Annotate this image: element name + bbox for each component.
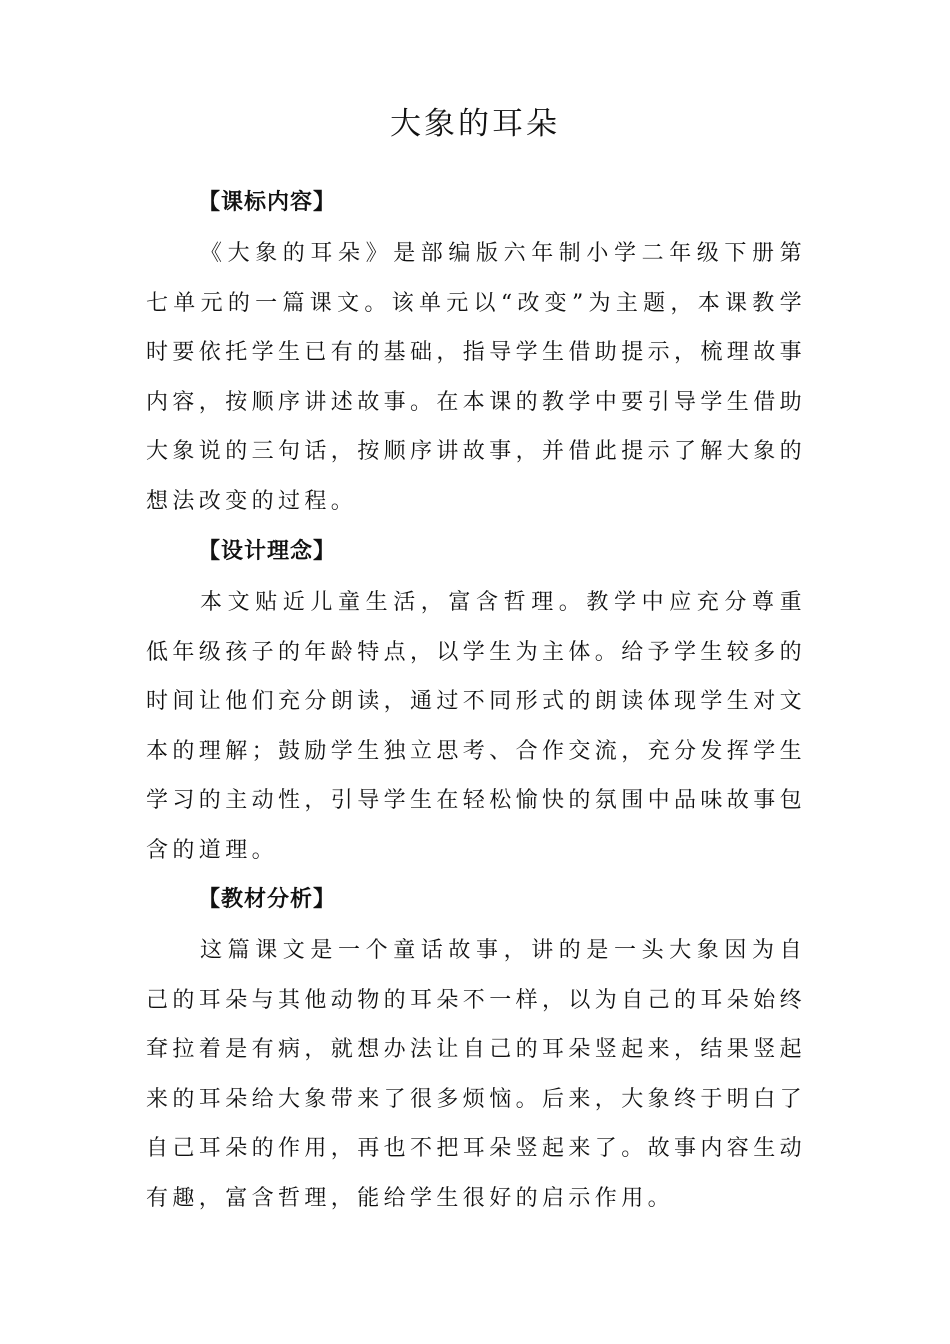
section-heading: 【课标内容】 — [198, 190, 337, 215]
section-paragraph: 这篇课文是一个童话故事，讲的是一头大象因为自己的耳朵与其他动物的耳朵不一样，以为自己的耳朵始终耷拉着是有病，就想办法让自己的耳朵竖起来，结果竖起来的耳朵给大象带来了很多烦恼。后来，大象终于明白了自己耳朵的作用，再也不把耳朵竖起来了。故事内容生动有趣，富含哲理，能给学生很好的启示作用。 — [146, 938, 807, 1211]
section-heading: 【设计理念】 — [198, 539, 337, 564]
section-paragraph: 本文贴近儿童生活，富含哲理。教学中应充分尊重低年级孩子的年龄特点，以学生为主体。给予学生较多的时间让他们充分朗读，通过不同形式的朗读体现学生对文本的理解；鼓励学生独立思考、合作交流，充分发挥学生学习的主动性，引导学生在轻松愉快的氛围中品味故事包含的道理。 — [146, 590, 807, 863]
section-textbook-analysis — [146, 883, 806, 1224]
section-curriculum-content — [146, 186, 806, 527]
section-paragraph: 《大象的耳朵》是部编版六年制小学二年级下册第七单元的一篇课文。该单元以“改变”为主题，本课教学时要依托学生已有的基础，指导学生借助提示，梳理故事内容，按顺序讲述故事。在本课的教学中要引导学生借助大象说的三句话，按顺序讲故事，并借此提示了解大象的想法改变的过程。 — [146, 241, 807, 514]
section-heading: 【教材分析】 — [198, 887, 337, 912]
section-design-concept — [146, 535, 806, 876]
document-title: 大象的耳朵 — [390, 106, 560, 142]
